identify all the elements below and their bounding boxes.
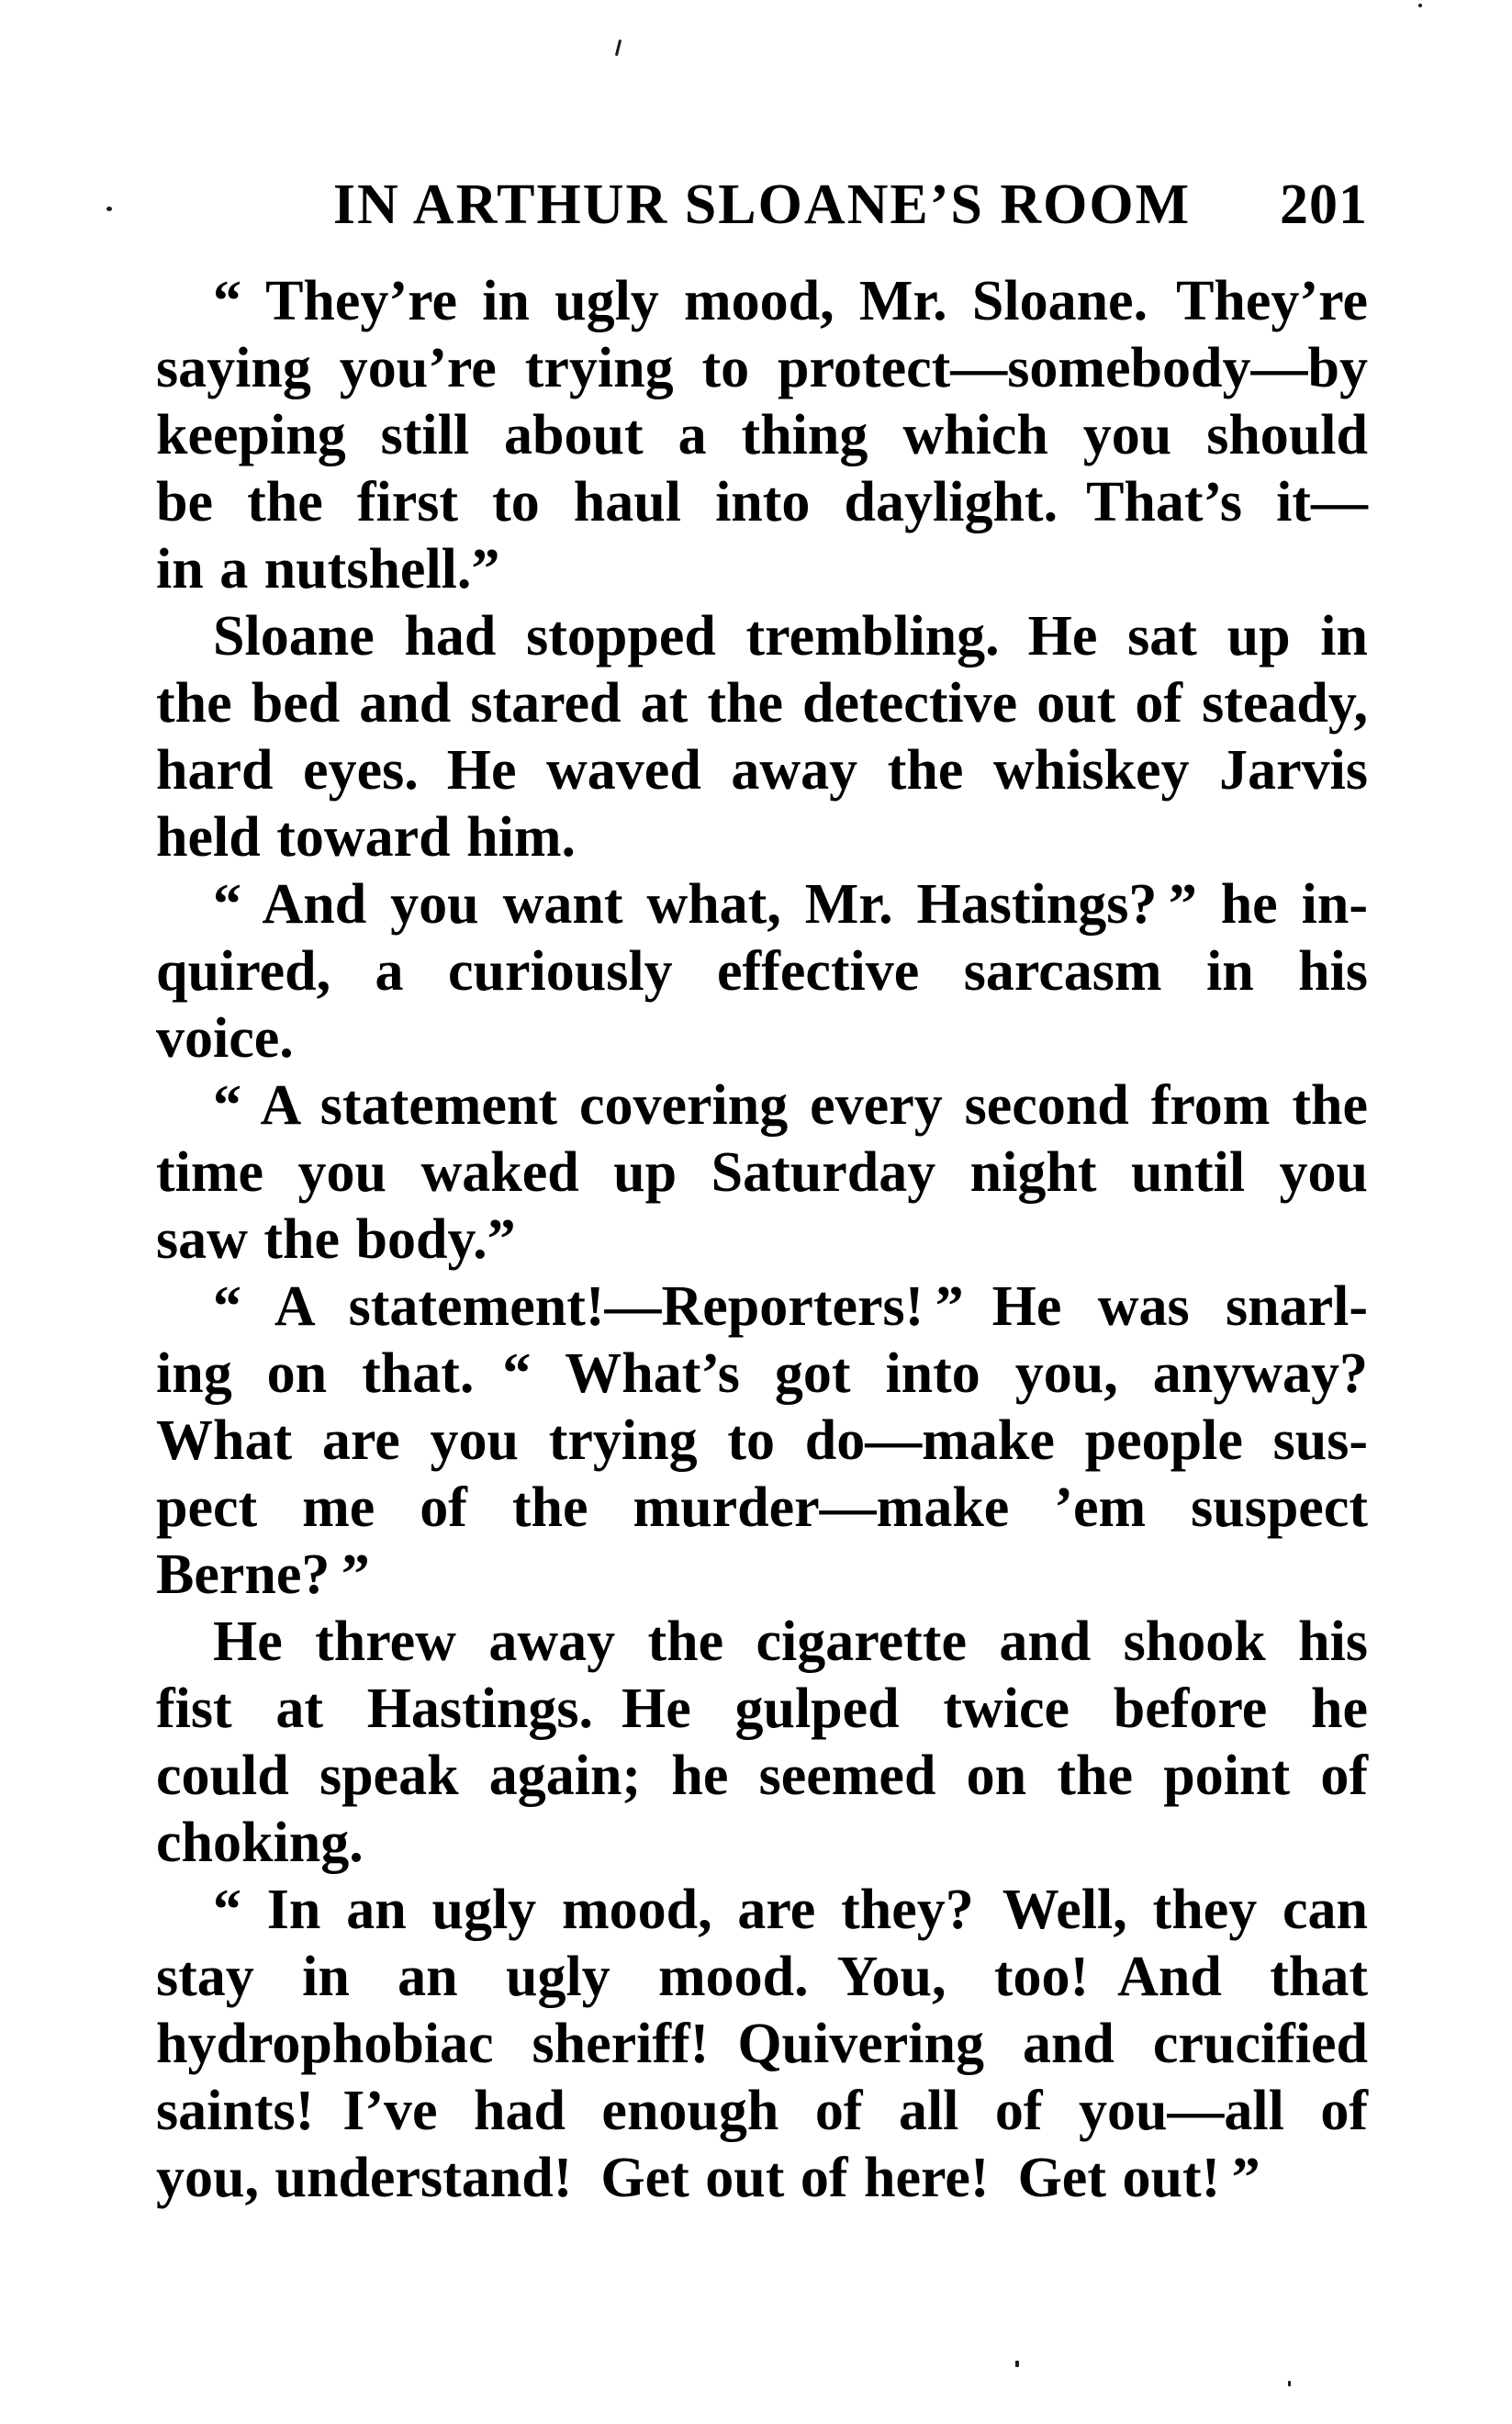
text-line: “ In an ugly mood, are they? Well, they can	[213, 1879, 1368, 1941]
text-line: hard eyes. He waved away the whiskey Jarvis	[156, 739, 1368, 802]
text-line: hydrophobiac sheriff! Quivering and crucified	[156, 2013, 1368, 2075]
slash-scan-mark	[615, 39, 622, 56]
text-line: ing on that. “ What’s got into you, anyway?	[156, 1342, 1368, 1405]
text-line: “ They’re in ugly mood, Mr. Sloane. They’re	[213, 270, 1368, 332]
text-line: saints! I’ve had enough of all of you—all of	[156, 2080, 1368, 2142]
ink-speck	[1015, 2361, 1019, 2367]
chapter-title: IN ARTHUR SLOANE’S ROOM	[332, 174, 1192, 236]
text-line: be the first to haul into daylight. That’s it—	[156, 471, 1368, 533]
text-line: “ A statement!—Reporters! ” He was snarl-	[213, 1275, 1368, 1338]
text-line: saw the body.”	[156, 1208, 516, 1271]
text-line: fist at Hastings. He gulped twice before he	[156, 1678, 1368, 1740]
ink-speck	[1288, 2381, 1291, 2386]
page-header	[156, 172, 1368, 239]
text-line: the bed and stared at the detective out of steady,	[156, 672, 1368, 735]
text-line: quired, a curiously effective sarcasm in his	[156, 940, 1368, 1003]
text-line: Berne? ”	[156, 1543, 370, 1606]
text-line: in a nutshell.”	[156, 538, 500, 600]
text-line: time you waked up Saturday night until you	[156, 1141, 1368, 1204]
text-line: Sloane had stopped trembling. He sat up in	[213, 605, 1368, 668]
text-line: “ And you want what, Mr. Hastings? ” he in-	[213, 873, 1368, 936]
text-line: held toward him.	[156, 806, 576, 869]
text-line: could speak again; he seemed on the point of	[156, 1745, 1368, 1807]
text-line: choking.	[156, 1812, 364, 1874]
text-line: He threw away the cigarette and shook his	[213, 1610, 1368, 1673]
text-line: What are you trying to do—make people sus-	[156, 1409, 1368, 1472]
page-number: 201	[1280, 174, 1368, 236]
text-line: saying you’re trying to protect—somebody—by	[156, 337, 1368, 399]
ink-speck	[1418, 4, 1422, 7]
text-line: “ A statement covering every second from the	[213, 1074, 1368, 1137]
text-line: pect me of the murder—make ’em suspect	[156, 1476, 1368, 1539]
page-body	[156, 268, 1368, 2212]
text-line: voice.	[156, 1007, 294, 1070]
text-line: stay in an ugly mood. You, too! And that	[156, 1946, 1368, 2008]
text-line: keeping still about a thing which you should	[156, 404, 1368, 466]
ink-speck	[106, 207, 112, 211]
text-line: you, understand! Get out of here! Get out! ”	[156, 2147, 1260, 2209]
